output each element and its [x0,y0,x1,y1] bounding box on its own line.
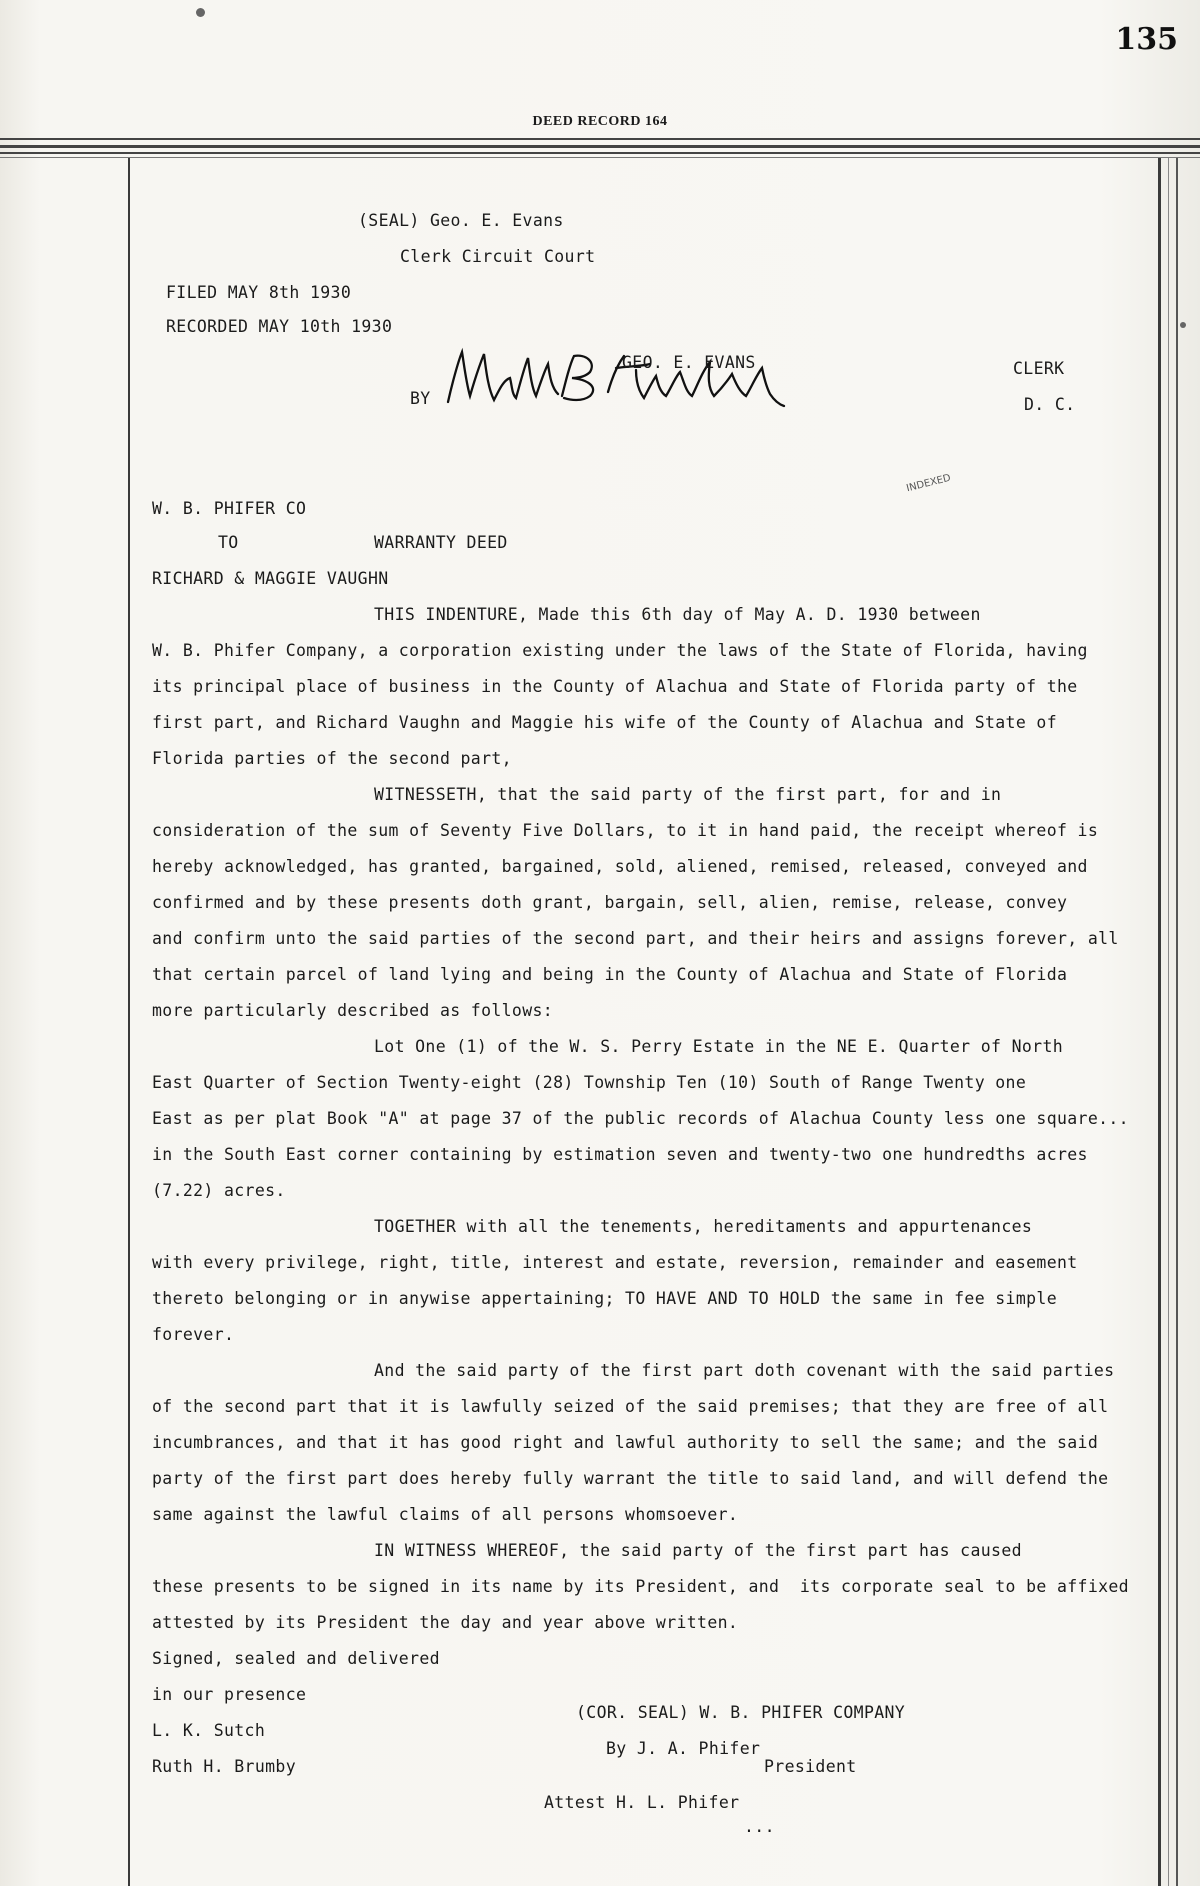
body-text-line: its principal place of business in the County of Alachua and State of Florida party of the [152,677,1078,696]
header-rule [0,145,1200,148]
body-text-line: Florida parties of the second part, [152,749,512,768]
page-number: 135 [1115,22,1178,57]
recorded-date: RECORDED MAY 10th 1930 [166,317,393,336]
filed-date: FILED MAY 8th 1930 [166,283,352,302]
left-margin-rule [128,158,130,1886]
attest-signature: Attest H. L. Phifer [544,1793,740,1812]
body-text-line: in our presence [152,1685,307,1704]
body-text-line: And the said party of the first part doth covenant with the said parties [374,1361,1115,1380]
body-text-line: (7.22) acres. [152,1181,286,1200]
right-margin-rule [1176,158,1178,1886]
body-text-line: East as per plat Book "A" at page 37 of the public records of Alachua County less one square... [152,1109,1129,1128]
indexed-stamp: INDEXED [905,472,952,495]
body-text-line: and confirm unto the said parties of the second part, and their heirs and assigns forever, all [152,929,1119,948]
president-title: President [764,1757,857,1776]
body-text-line: THIS INDENTURE, Made this 6th day of May A. D. 1930 between [374,605,981,624]
to-label: TO [218,533,239,552]
ink-speck [1180,322,1186,328]
body-text-line: same against the lawful claims of all persons whomsoever. [152,1505,739,1524]
body-text-line: these presents to be signed in its name by its President, and its corporate seal to be affixed [152,1577,1129,1596]
body-text-line: Signed, sealed and delivered [152,1649,440,1668]
deputy-clerk-label: D. C. [1024,395,1076,414]
grantor-name: W. B. PHIFER CO [152,499,307,518]
body-text-line: first part, and Richard Vaughn and Maggie his wife of the County of Alachua and State of [152,713,1057,732]
seal-clerk-name: (SEAL) Geo. E. Evans [358,211,564,230]
clerk-label: CLERK [1013,359,1065,378]
body-text-line: in the South East corner containing by estimation seven and twenty-two one hundredths acres [152,1145,1088,1164]
body-text-line: party of the first part does hereby fully warrant the title to said land, and will defend the [152,1469,1109,1488]
body-text-line: more particularly described as follows: [152,1001,554,1020]
corporate-seal-line: (COR. SEAL) W. B. PHIFER COMPANY [576,1703,906,1722]
deed-type: WARRANTY DEED [374,533,508,552]
body-text-line: of the second part that it is lawfully seized of the said premises; that they are free of all [152,1397,1109,1416]
body-text-line: that certain parcel of land lying and being in the County of Alachua and State of Florida [152,965,1068,984]
header-rule [0,138,1200,140]
binding-hole [196,8,205,17]
grantee-name: RICHARD & MAGGIE VAUGHN [152,569,389,588]
body-text-line: with every privilege, right, title, interest and estate, reversion, remainder and easement [152,1253,1078,1272]
header-rule [0,157,1200,158]
body-text-line: incumbrances, and that it has good right and lawful authority to sell the same; and the said [152,1433,1099,1452]
body-text-line: WITNESSETH, that the said party of the first part, for and in [374,785,1002,804]
president-signature: By J. A. Phifer [606,1739,761,1758]
right-margin-rule [1158,158,1161,1886]
body-text-line: confirmed and by these presents doth grant, bargain, sell, alien, remise, release, convey [152,893,1068,912]
clerk-name: GEO. E. EVANS [622,353,756,372]
record-book-title: DEED RECORD 164 [532,114,668,129]
body-text-line: IN WITNESS WHEREOF, the said party of the first part has caused [374,1541,1022,1560]
body-text-line: forever. [152,1325,235,1344]
body-text-line: attested by its President the day and year above written. [152,1613,739,1632]
continuation-dots: ... [744,1817,775,1836]
witness-name: Ruth H. Brumby [152,1757,296,1776]
body-text-line: hereby acknowledged, has granted, bargained, sold, aliened, remised, released, conveyed and [152,857,1088,876]
by-label: BY [410,389,431,408]
witness-name: L. K. Sutch [152,1721,266,1740]
body-text-line: East Quarter of Section Twenty-eight (28) Township Ten (10) South of Range Twenty one [152,1073,1027,1092]
body-text-line: W. B. Phifer Company, a corporation existing under the laws of the State of Florida, having [152,641,1088,660]
clerk-title: Clerk Circuit Court [400,247,596,266]
body-text-line: consideration of the sum of Seventy Five Dollars, to it in hand paid, the receipt whereof is [152,821,1099,840]
body-text-line: TOGETHER with all the tenements, hereditaments and appurtenances [374,1217,1033,1236]
body-text-line: thereto belonging or in anywise appertaining; TO HAVE AND TO HOLD the same in fee simple [152,1289,1057,1308]
body-text-line: Lot One (1) of the W. S. Perry Estate in the NE E. Quarter of North [374,1037,1064,1056]
header-rule [0,152,1200,154]
right-margin-rule [1168,158,1169,1886]
